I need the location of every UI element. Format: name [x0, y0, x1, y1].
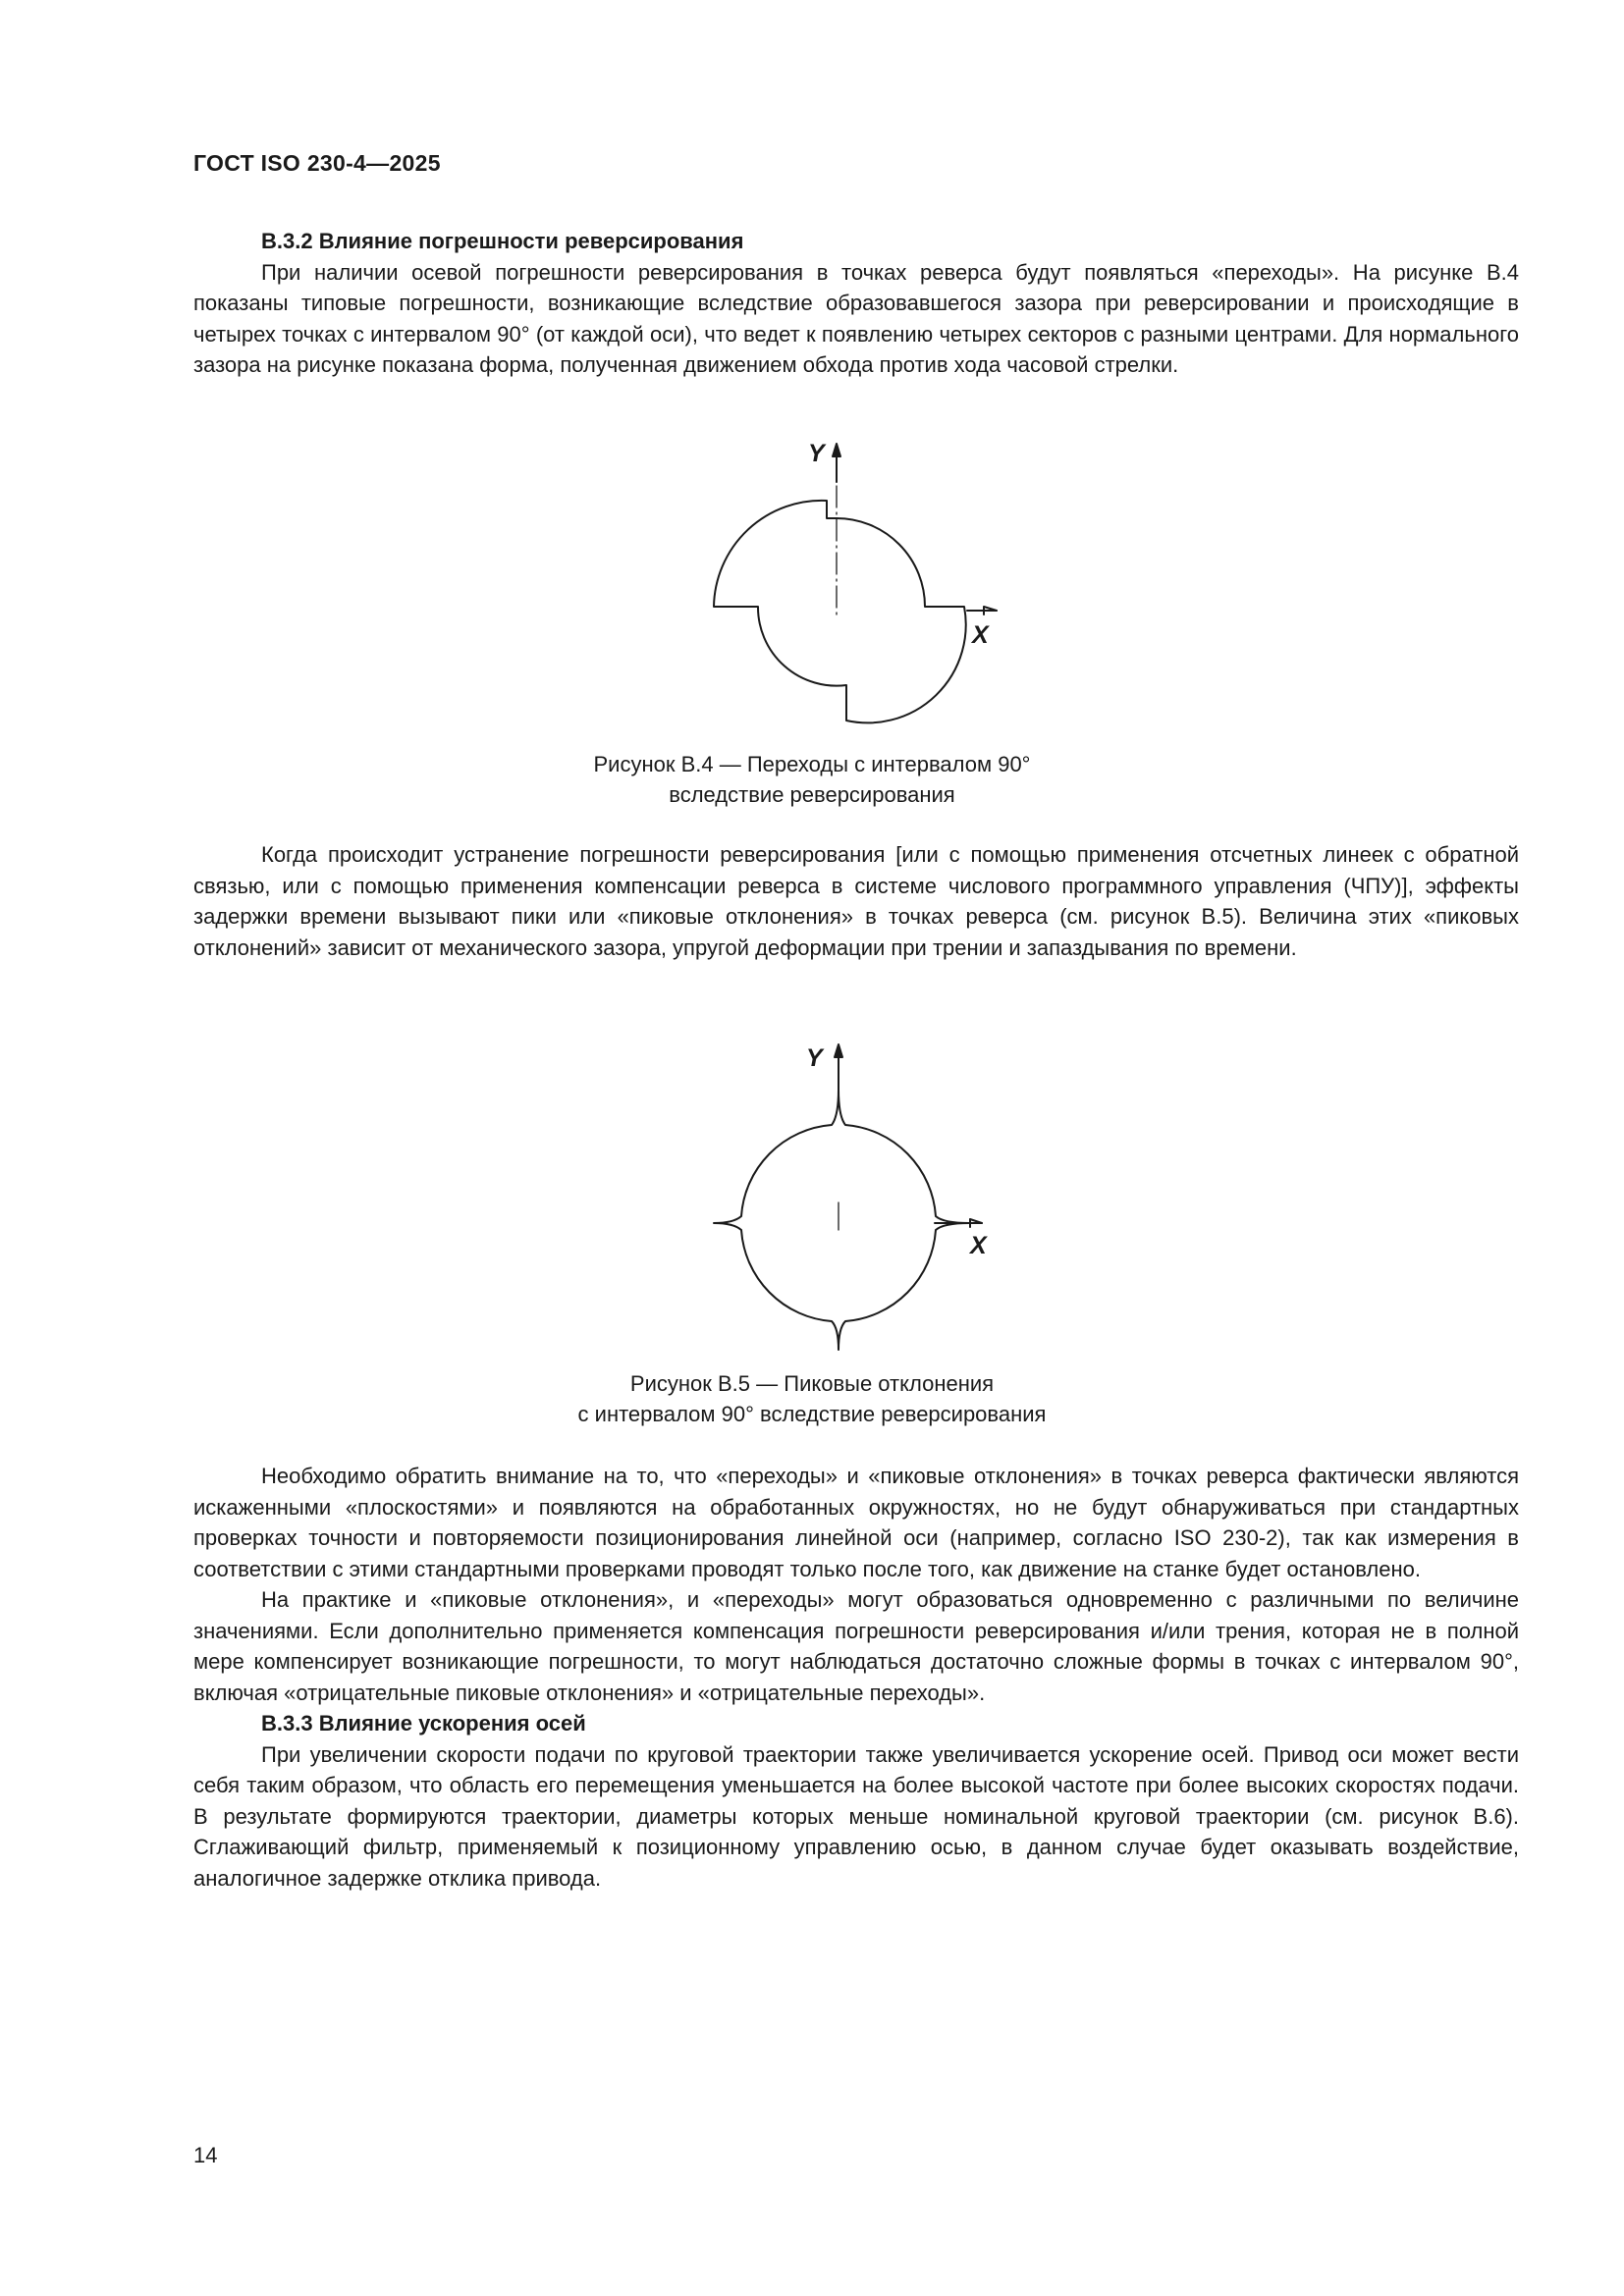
- paragraph-flat-spots: Необходимо обратить внимание на то, что «переходы» и «пиковые отклонения» в точках реверса фактически являются искаженными «плоскостями» и появляются на обработанных окружностях, но не будут обнаруживаться при стандартных проверках точности и повторяемости позиционирования линейной оси (например, согласно ISO 230-2), так как измерения в соответствии с этими стандартными проверками проводят только после того, как движение на станке будет остановлено.: [193, 1464, 1519, 1581]
- section-heading-b33: B.3.3 Влияние ускорения осей: [261, 1711, 586, 1735]
- y-axis-arrow-icon: [835, 1044, 842, 1057]
- section-b32: [193, 226, 1519, 381]
- paragraph-block-2: [193, 839, 1519, 963]
- x-axis-label: X: [970, 1232, 987, 1259]
- paragraph-combined-errors: На практике и «пиковые отклонения», и «переходы» могут образоваться одновременно с различными по величине значениями. Если дополнительно применяется компенсация погрешности реверсирования и/или трения, которая не в полной мере компенсирует возникающие погрешности, то могут наблюдаться достаточно сложные формы в точках с интервалом 90°, включая «отрицательные пиковые отклонения» и «отрицательные переходы».: [193, 1587, 1519, 1705]
- figure-b5-caption-line2: с интервалом 90° вследствие реверсирования: [577, 1402, 1047, 1426]
- figure-b4-diagram: [684, 435, 999, 729]
- figure-b5-caption-line1: Рисунок B.5 — Пиковые отклонения: [629, 1371, 995, 1396]
- y-axis-arrow-icon: [833, 444, 840, 456]
- reversal-transition-contour: [714, 501, 966, 722]
- section-heading-b32: B.3.2 Влияние погрешности реверсирования: [261, 229, 744, 253]
- figure-b5-diagram: [684, 1036, 999, 1360]
- x-axis-label: X: [972, 621, 989, 649]
- figure-b5-caption: [0, 1368, 1624, 1429]
- y-axis-label: Y: [806, 1044, 823, 1072]
- y-axis-label: Y: [808, 440, 825, 467]
- paragraph-b33-intro: При увеличении скорости подачи по круговой траектории также увеличивается ускорение осей. Привод оси может вести себя таким образом, что область его перемещения уменьшается на более высокой частоте при более высоких скоростях подачи. В результате формируются траектории, диаметры которых меньше номинальной круговой траектории (см. рисунок B.6). Сглаживающий фильтр, применяемый к позиционному управлению осью, в данном случае будет оказывать воздействие, аналогичное задержке отклика привода.: [193, 1741, 1519, 1891]
- document-header: ГОСТ ISO 230-4—2025: [193, 150, 441, 176]
- peak-deviation-contour: [714, 1090, 969, 1350]
- paragraph-b32-intro: При наличии осевой погрешности реверсирования в точках реверса будут появляться «переходы». На рисунке B.4 показаны типовые погрешности, возникающие вследствие образовавшегося зазора при реверсировании и происходящие в четырех точках с интервалом 90° (от каждой оси), что ведет к появлению четырех секторов с разными центрами. Для нормального зазора на рисунке показана форма, полученная движением обхода против хода часовой стрелки.: [193, 259, 1519, 377]
- page-number: 14: [193, 2143, 218, 2167]
- figure-b4-caption-line2: вследствие реверсирования: [669, 782, 955, 807]
- paragraph-reversal-compensation: Когда происходит устранение погрешности реверсирования [или с помощью применения отсчетных линеек с обратной связью, или с помощью применения компенсации реверса в системе числового программного управления (ЧПУ)], эффекты задержки времени вызывают пики или «пиковые отклонения» в точках реверса (см. рисунок B.5). Величина этих «пиковых отклонений» зависит от механического зазора, упругой деформации при трении и запаздывания по времени.: [193, 842, 1519, 960]
- figure-b4-caption-line1: Рисунок B.4 — Переходы с интервалом 90°: [593, 752, 1031, 776]
- figure-b4-caption: [0, 749, 1624, 810]
- paragraph-block-3: [193, 1461, 1519, 1894]
